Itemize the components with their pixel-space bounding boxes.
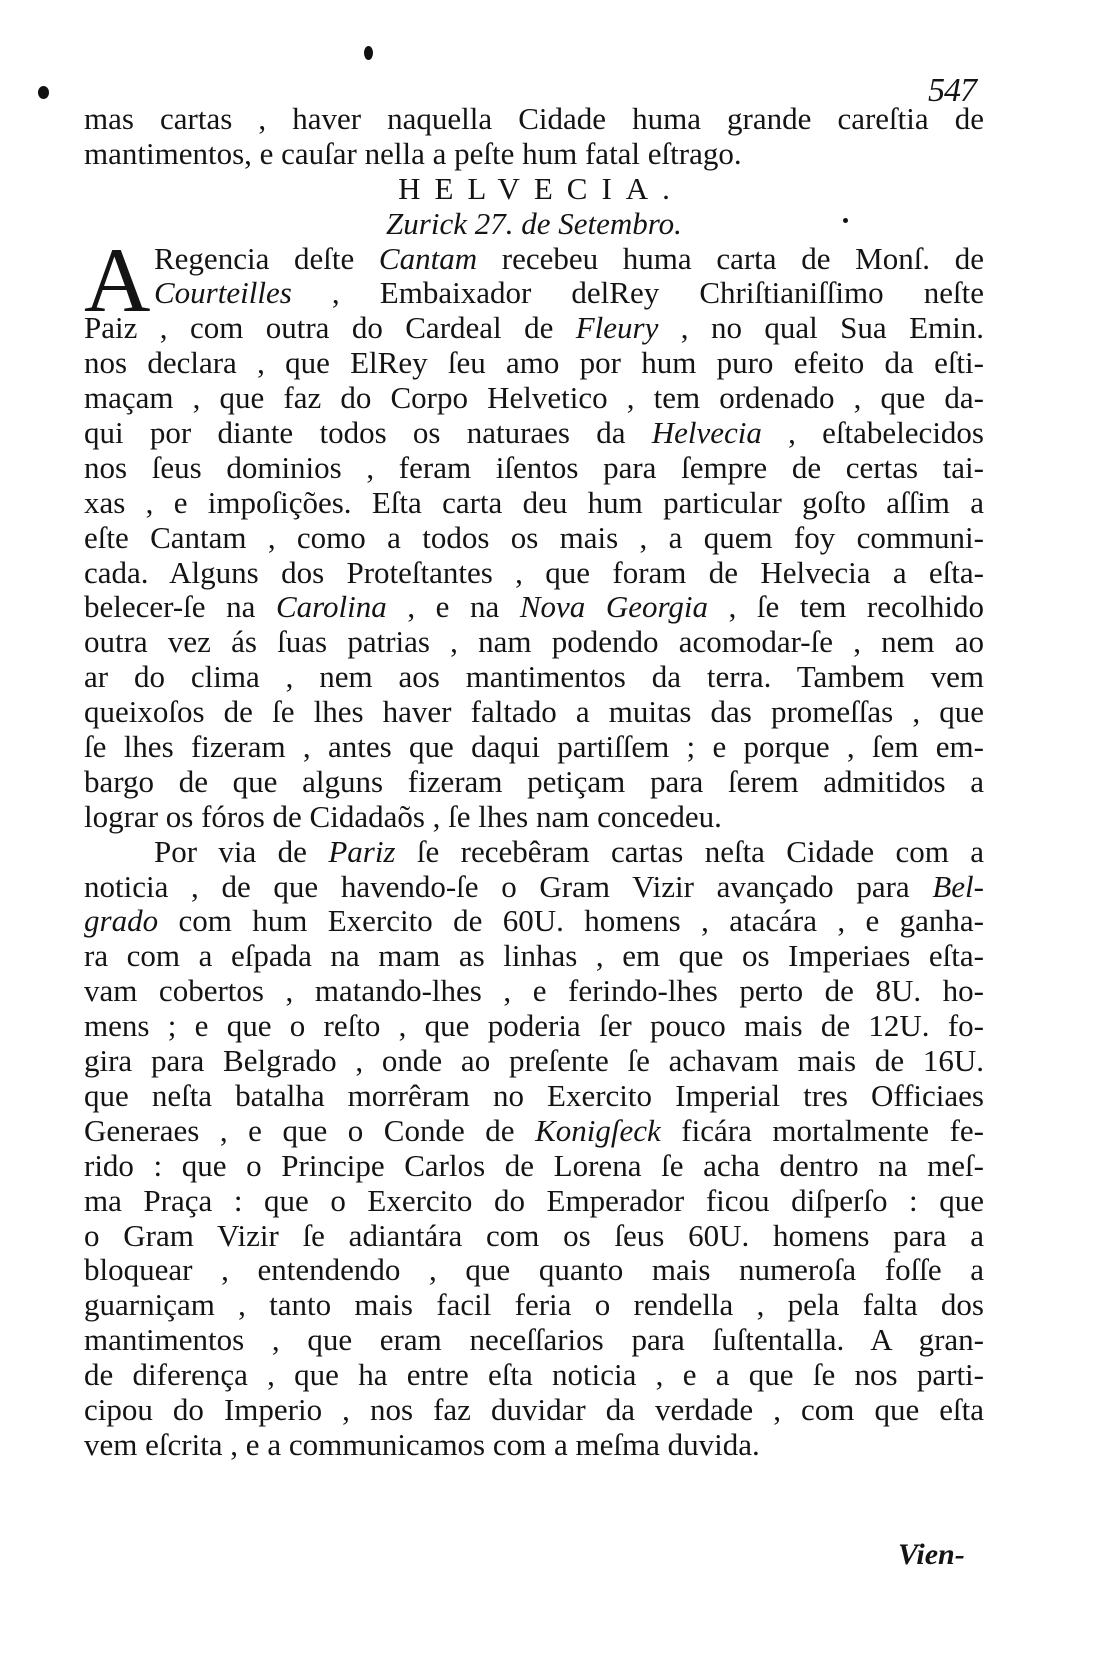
text-line: [84, 276, 984, 311]
roman-text: , Embaixador delRey Chriſtianiſſimo neſte: [291, 275, 984, 311]
italic-text: Courteilles: [154, 275, 292, 311]
roman-text: ma Praça : que o Exercito do Emperador ficou diſperſo : que: [84, 1182, 984, 1218]
text-line: [84, 381, 984, 416]
text-line: [84, 835, 984, 870]
roman-text: , ſe tem recolhido: [708, 589, 984, 625]
roman-text: de diferença , que ha entre eſta noticia , e a que ſe nos parti-: [84, 1357, 984, 1393]
italic-text: Konigſeck: [535, 1112, 661, 1148]
text-line: [84, 486, 984, 521]
text-line: [84, 1079, 984, 1114]
text-line: [84, 1393, 984, 1428]
roman-text: mens ; e que o reſto , que poderia ſer pouco mais de 12U. fo-: [84, 1008, 984, 1044]
italic-text: grado: [84, 903, 159, 939]
roman-text: que neſta batalha morrêram no Exercito Imperial tres Officiaes: [84, 1077, 984, 1113]
paragraph-1-lines: [84, 228, 984, 835]
text-line: [84, 590, 984, 625]
text-line: [84, 800, 984, 835]
italic-text: Nova Georgia: [519, 589, 709, 625]
text-line: [84, 1253, 984, 1288]
paragraph-1: [84, 228, 984, 835]
roman-text: vam cobertos , matando-lhes , e ferindo-lhes perto de 8U. ho-: [84, 973, 984, 1009]
roman-text: lograr os fóros de Cidadaõs , ſe lhes nam concedeu.: [84, 798, 722, 834]
roman-text: outra vez ás ſuas patrias , nam podendo acomodar-ſe , nem ao: [84, 624, 984, 660]
roman-text: cipou do Imperio , nos faz duvidar da verdade , com que eſta: [84, 1391, 984, 1427]
roman-text: cada. Alguns dos Proteſtantes , que foram de Helvecia a eſta-: [84, 554, 984, 590]
text-line: [84, 1149, 984, 1184]
text-line: [84, 695, 984, 730]
text-line: [84, 451, 984, 486]
section-heading: HELVECIA.: [398, 170, 684, 206]
italic-text: Pariz: [328, 833, 396, 869]
article-body: [84, 102, 984, 1463]
roman-text: Regencia deſte: [154, 240, 379, 276]
roman-text: qui por diante todos os naturaes da: [84, 415, 652, 451]
italic-text: Helvecia: [651, 415, 762, 451]
text-line: mas cartas , haver naquella Cidade huma grande careſtia de: [84, 101, 984, 136]
text-line: [84, 730, 984, 765]
ink-speck: [38, 86, 49, 99]
roman-text: ar do clima , nem aos mantimentos da terra. Tambem vem: [84, 659, 984, 695]
text-line: mantimentos, e cauſar nella a peſte hum fatal eſtrago.: [84, 135, 742, 171]
italic-text: Fleury: [575, 310, 659, 346]
text-line: [84, 556, 984, 591]
text-line: [84, 765, 984, 800]
roman-text: Generaes , e que o Conde de: [84, 1112, 536, 1148]
roman-text: bargo de que alguns fizeram petiçam para ſerem admitidos a: [84, 763, 984, 799]
roman-text: recebeu huma carta de Monſ. de: [477, 240, 984, 276]
roman-text: nos ſeus dominios , feram iſentos para ſempre de certas tai-: [84, 449, 984, 485]
text-line: [84, 660, 984, 695]
roman-text: nos declara , que ElRey ſeu amo por hum puro efeito da eſti-: [84, 345, 984, 381]
text-line: [84, 625, 984, 660]
text-line: [84, 242, 984, 277]
roman-text: xas , e impoſições. Eſta carta deu hum particular goſto aſſim a: [84, 484, 984, 520]
text-line: [84, 521, 984, 556]
roman-text: bloquear , entendendo , que quanto mais numeroſa foſſe a: [84, 1252, 984, 1288]
catchword: Vien-: [898, 1538, 965, 1571]
text-line: [84, 1323, 984, 1358]
roman-text: Paiz , com outra do Cardeal de: [84, 310, 576, 346]
italic-text: Bel-: [932, 868, 984, 904]
dateline: Zurick 27. de Setembro.: [386, 205, 682, 241]
roman-text: ſe lhes fizeram , antes que daqui partiſſem ; e porque , ſem em-: [84, 729, 984, 765]
roman-text: rido : que o Principe Carlos de Lorena ſe acha dentro na meſ-: [84, 1147, 984, 1183]
roman-text: o Gram Vizir ſe adiantára com os ſeus 60U. homens para a: [84, 1217, 984, 1253]
roman-text: maçam , que faz do Corpo Helvetico , tem ordenado , que da-: [84, 380, 984, 416]
roman-text: com hum Exercito de 60U. homens , atacára , e ganha-: [158, 903, 984, 939]
text-line: [84, 1044, 984, 1079]
roman-text: vem eſcrita , e a communicamos com a meſma duvida.: [84, 1426, 760, 1462]
ink-speck: [364, 46, 373, 60]
page-number: 547: [928, 72, 976, 109]
text-line: [84, 939, 984, 974]
roman-text: , no qual Sua Emin.: [658, 310, 984, 346]
text-line: [84, 904, 984, 939]
text-line: [84, 1219, 984, 1254]
roman-text: ficára mortalmente fe-: [660, 1112, 985, 1148]
roman-text: queixoſos de ſe lhes haver faltado a muitas das promeſſas , que: [84, 694, 984, 730]
text-line: [84, 416, 984, 451]
text-line: [84, 311, 984, 346]
text-line: [84, 1288, 984, 1323]
roman-text: belecer-ſe na: [84, 589, 276, 625]
italic-text: Cantam: [378, 240, 478, 276]
roman-text: , e na: [386, 589, 520, 625]
roman-text: guarniçam , tanto mais facil feria o rendella , pela falta dos: [84, 1287, 984, 1323]
text-line: [84, 1428, 984, 1463]
text-line: [84, 1114, 984, 1149]
roman-text: gira para Belgrado , onde ao preſente ſe achavam mais de 16U.: [84, 1043, 984, 1079]
text-line: [84, 870, 984, 905]
text-line: [84, 1009, 984, 1044]
paragraph-2: [84, 835, 984, 1463]
roman-text: Por via de: [154, 833, 329, 869]
text-line: [84, 1184, 984, 1219]
text-line: [84, 974, 984, 1009]
roman-text: mantimentos , que eram neceſſarios para ſuſtentalla. A gran-: [84, 1322, 984, 1358]
text-line: [84, 1358, 984, 1393]
roman-text: eſte Cantam , como a todos os mais , a quem foy communi-: [84, 519, 984, 555]
roman-text: ra com a eſpada na mam as linhas , em que os Imperiaes eſta-: [84, 938, 984, 974]
roman-text: ſe recebêram cartas neſta Cidade com a: [395, 833, 984, 869]
text-line: [84, 346, 984, 381]
roman-text: noticia , de que havendo-ſe o Gram Vizir avançado para: [84, 868, 933, 904]
roman-text: , eſtabelecidos: [761, 415, 984, 451]
italic-text: Carolina: [275, 589, 387, 625]
drop-cap: A: [84, 228, 151, 331]
